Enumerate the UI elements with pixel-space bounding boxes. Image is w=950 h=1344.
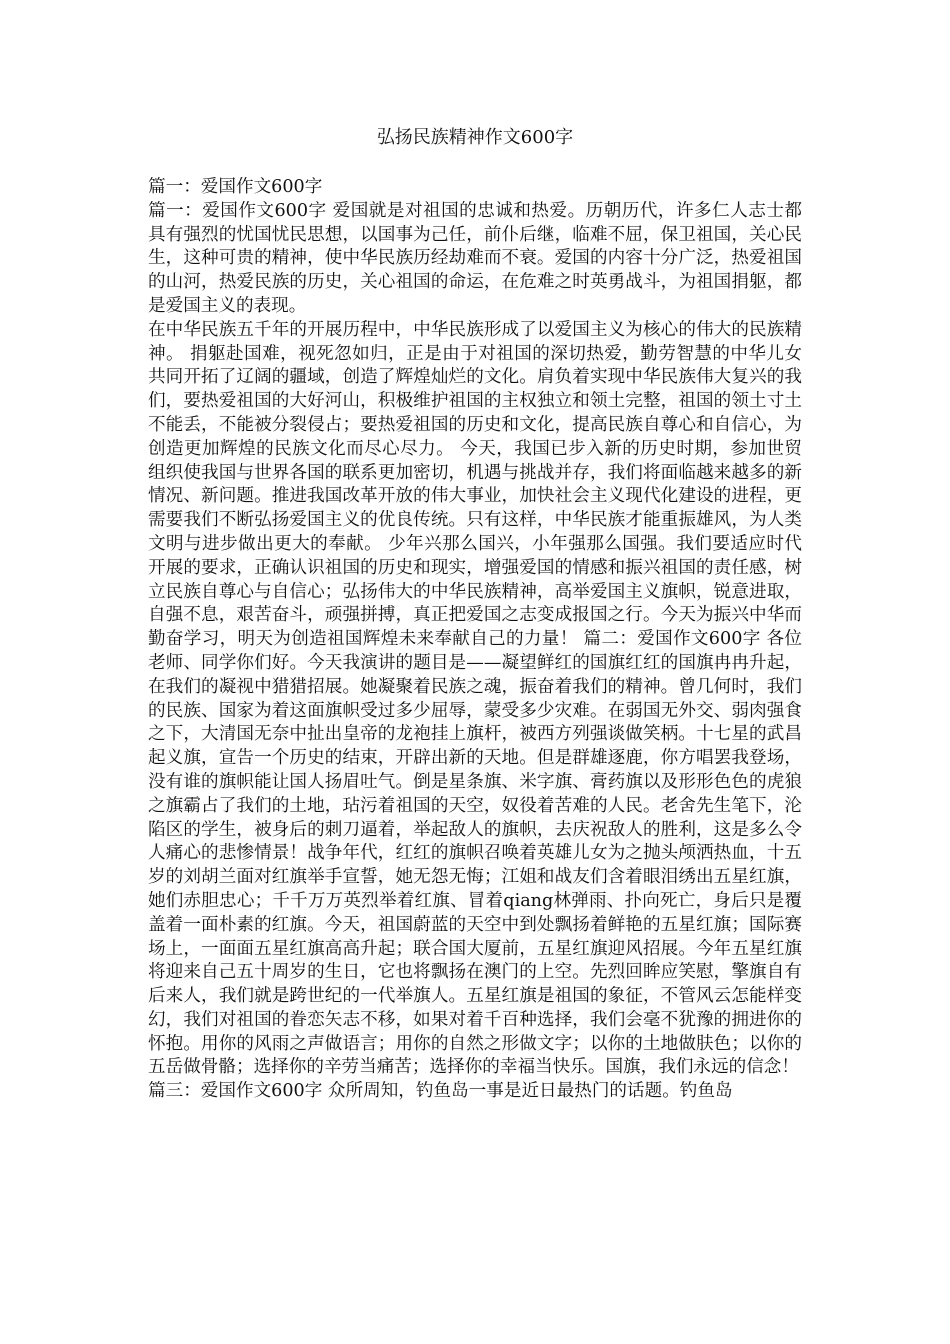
paragraph: 在中华民族五千年的开展历程中，中华民族形成了以爱国主义为核心的伟大的民族精神。 捐躯赴国难，视死忽如归，正是由于对祖国的深切热爱，勤劳智慧的中华儿女共同开拓了辽阔的疆域，创造了辉煌灿烂的文化。肩负着实现中华民族伟大复兴的我们，要热爱祖国的大好河山，积极维护祖国的主权独立和领土完整，祖国的领土寸土不能丢，不能被分裂侵占；要热爱祖国的历史和文化，提高民族自尊心和自信心，为创造更加辉煌的民族文化而尽心尽力。 今天，我国已步入新的历史时期，参加世贸组织使我国与世界各国的联系更加密切，机遇与挑战并存，我们将面临越来越多的新情况、新问题。推进我国改革开放的伟大事业，加快社会主义现代化建设的进程，更需要我们不断弘扬爱国主义的优良传统。只有这样，中华民族才能重振雄风，为人类文明与进步做出更大的奉献。 少年兴那么国兴，小年强那么国强。我们要适应时代开展的要求，正确认识祖国的历史和现实，增强爱国的情感和振兴祖国的责任感，树立民族自尊心与自信心；弘扬伟大的中华民族精神，高举爱国主义旗帜，锐意进取，自强不息，艰苦奋斗，顽强拼搏，真正把爱国之志变成报国之行。今天为振兴中华而勤奋学习，明天为创造祖国辉煌未来奉献自己的力量！ 篇二：爱国作文600字 各位老师、同学你们好。今天我演讲的题目是——凝望鲜红的国旗红红的国旗冉冉升起，在我们的凝视中猎猎招展。她凝聚着民族之魂，振奋着我们的精神。曾几何时，我们的民族、国家为着这面旗帜受过多少屈辱，蒙受多少灾难。在弱国无外交、弱肉强食之下，大清国无奈中扯出皇帝的龙袍挂上旗杆，被西方列强谈做笑柄。十七星的武昌起义旗，宣告一个历史的结束，开辟出新的天地。但是群雄逐鹿，你方唱罢我登场，没有谁的旗帜能让国人扬眉吐气。倒是星条旗、米字旗、膏药旗以及形形色色的虎狼之旗霸占了我们的土地，玷污着祖国的天空，奴役着苦难的人民。老舍先生笔下，沦陷区的学生，被身后的刺刀逼着，举起敌人的旗帜，去庆祝敌人的胜利，这是多么令人痛心的悲惨情景！战争年代，红红的旗帜召唤着英雄儿女为之抛头颅洒热血，十五岁的刘胡兰面对红旗举手宣誓，她无怨无悔；江姐和战友们含着眼泪绣出五星红旗，她们赤胆忠心；千千万万英烈举着红旗、冒着qiang林弹雨、扑向死亡，身后只是覆盖着一面朴素的红旗。今天，祖国蔚蓝的天空中到处飘扬着鲜艳的五星红旗；国际赛场上，一面面五星红旗高高升起；联合国大厦前，五星红旗迎风招展。今年五星红旗将迎来自己五十周岁的生日，它也将飘扬在澳门的上空。先烈回眸应笑慰，擎旗自有后来人，我们就是跨世纪的一代举旗人。五星红旗是祖国的象征，不管风云怎能样变幻，我们对祖国的眷恋矢志不移，如果对着千百种选择，我们会毫不犹豫的拥进你的怀抱。用你的风雨之声做语言；用你的自然之形做文字；以你的土地做肤色；以你的五岳做骨骼；选择你的辛劳当痛苦；选择你的幸福当快乐。国旗，我们永远的信念！ — [148, 319, 802, 1078]
section-heading: 篇一：爱国作文600字 — [148, 177, 323, 197]
paragraph: 篇三：爱国作文600字 众所周知，钓鱼岛一事是近日最热门的话题。钓鱼岛 — [148, 1081, 733, 1102]
document-title: 弘扬民族精神作文600字 — [376, 127, 574, 148]
document-body — [148, 176, 802, 1104]
paragraph: 篇一：爱国作文600字 爱国就是对祖国的忠诚和热爱。历朝历代，许多仁人志士都具有强烈的忧国忧民思想，以国事为己任，前仆后继，临难不屈，保卫祖国，关心民生，这种可贵的精神，使中华民族历经劫难而不衰。爱国的内容十分广泛，热爱祖国的山河，热爱民族的历史，关心祖国的命运，在危难之时英勇战斗，为祖国捐躯，都是爱国主义的表现。 — [148, 200, 802, 316]
